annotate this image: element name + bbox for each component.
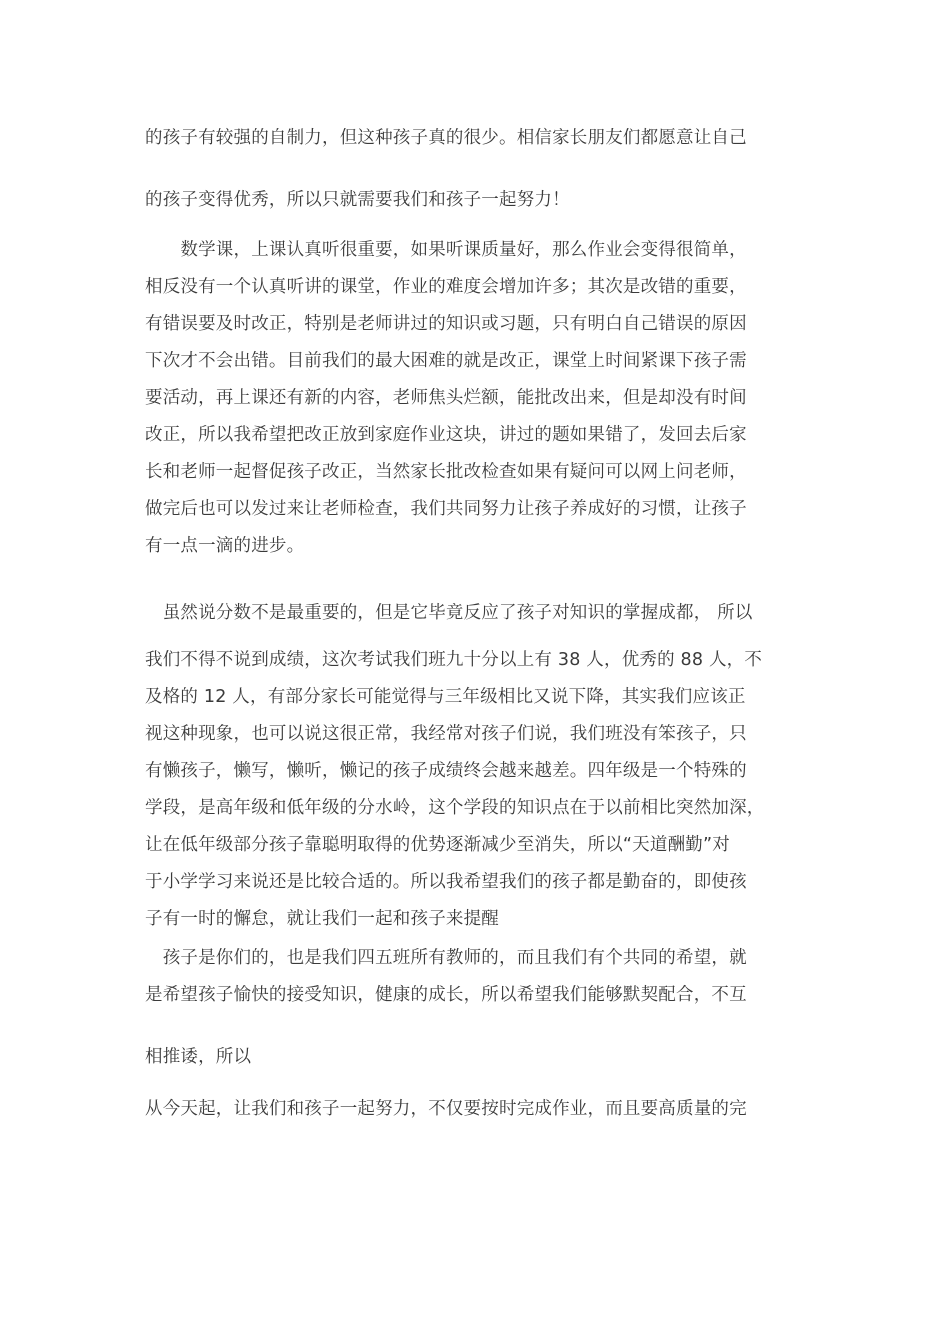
paragraph-line: 于小学学习来说还是比较合适的。所以我希望我们的孩子都是勤奋的，即使孩 [145, 872, 747, 892]
paragraph-line: 是希望孩子愉快的接受知识，健康的成长，所以希望我们能够默契配合，不互 [145, 985, 747, 1005]
paragraph-line: 学段，是高年级和低年级的分水岭，这个学段的知识点在于以前相比突然加深， [145, 798, 765, 818]
paragraph-line: 相推诿，所以 [145, 1047, 252, 1067]
paragraph-line: 有一点一滴的进步。 [145, 536, 305, 556]
paragraph-line: 从今天起，让我们和孩子一起努力，不仅要按时完成作业，而且要高质量的完 [145, 1099, 747, 1119]
paragraph-line: 有懒孩子，懒写，懒听，懒记的孩子成绩终会越来越差。四年级是一个特殊的 [145, 761, 747, 781]
paragraph-line: 的孩子变得优秀，所以只就需要我们和孩子一起努力！ [145, 190, 570, 210]
paragraph-line: 要活动，再上课还有新的内容，老师焦头烂额，能批改出来，但是却没有时间 [145, 388, 747, 408]
paragraph-line: 让在低年级部分孩子靠聪明取得的优势逐渐减少至消失，所以“天道酬勤”对 [145, 835, 730, 855]
paragraph-line: 子有一时的懈怠，就让我们一起和孩子来提醒 [145, 909, 499, 929]
paragraph-line: 数学课，上课认真听很重要，如果听课质量好，那么作业会变得很简单， [145, 240, 747, 260]
paragraph-line: 有错误要及时改正，特别是老师讲过的知识或习题，只有明白自己错误的原因 [145, 314, 747, 334]
paragraph-line: 我们不得不说到成绩，这次考试我们班九十分以上有 38 人，优秀的 88 人，不 [145, 650, 763, 670]
paragraph-line: 视这种现象，也可以说这很正常，我经常对孩子们说，我们班没有笨孩子，只 [145, 724, 747, 744]
paragraph-line: 的孩子有较强的自制力，但这种孩子真的很少。相信家长朋友们都愿意让自己 [145, 128, 747, 148]
paragraph-line: 做完后也可以发过来让老师检查，我们共同努力让孩子养成好的习惯，让孩子 [145, 499, 747, 519]
paragraph-line: 相反没有一个认真听讲的课堂，作业的难度会增加许多；其次是改错的重要， [145, 277, 747, 297]
paragraph-line: 下次才不会出错。目前我们的最大困难的就是改正，课堂上时间紧课下孩子需 [145, 351, 747, 371]
paragraph-line: 及格的 12 人，有部分家长可能觉得与三年级相比又说下降，其实我们应该正 [145, 687, 746, 707]
paragraph-line: 长和老师一起督促孩子改正，当然家长批改检查如果有疑问可以网上问老师， [145, 462, 747, 482]
paragraph-line: 虽然说分数不是最重要的，但是它毕竟反应了孩子对知识的掌握成都， 所以 [145, 603, 753, 623]
paragraph-line: 改正，所以我希望把改正放到家庭作业这块，讲过的题如果错了，发回去后家 [145, 425, 747, 445]
paragraph-line: 孩子是你们的，也是我们四五班所有教师的，而且我们有个共同的希望，就 [145, 948, 747, 968]
